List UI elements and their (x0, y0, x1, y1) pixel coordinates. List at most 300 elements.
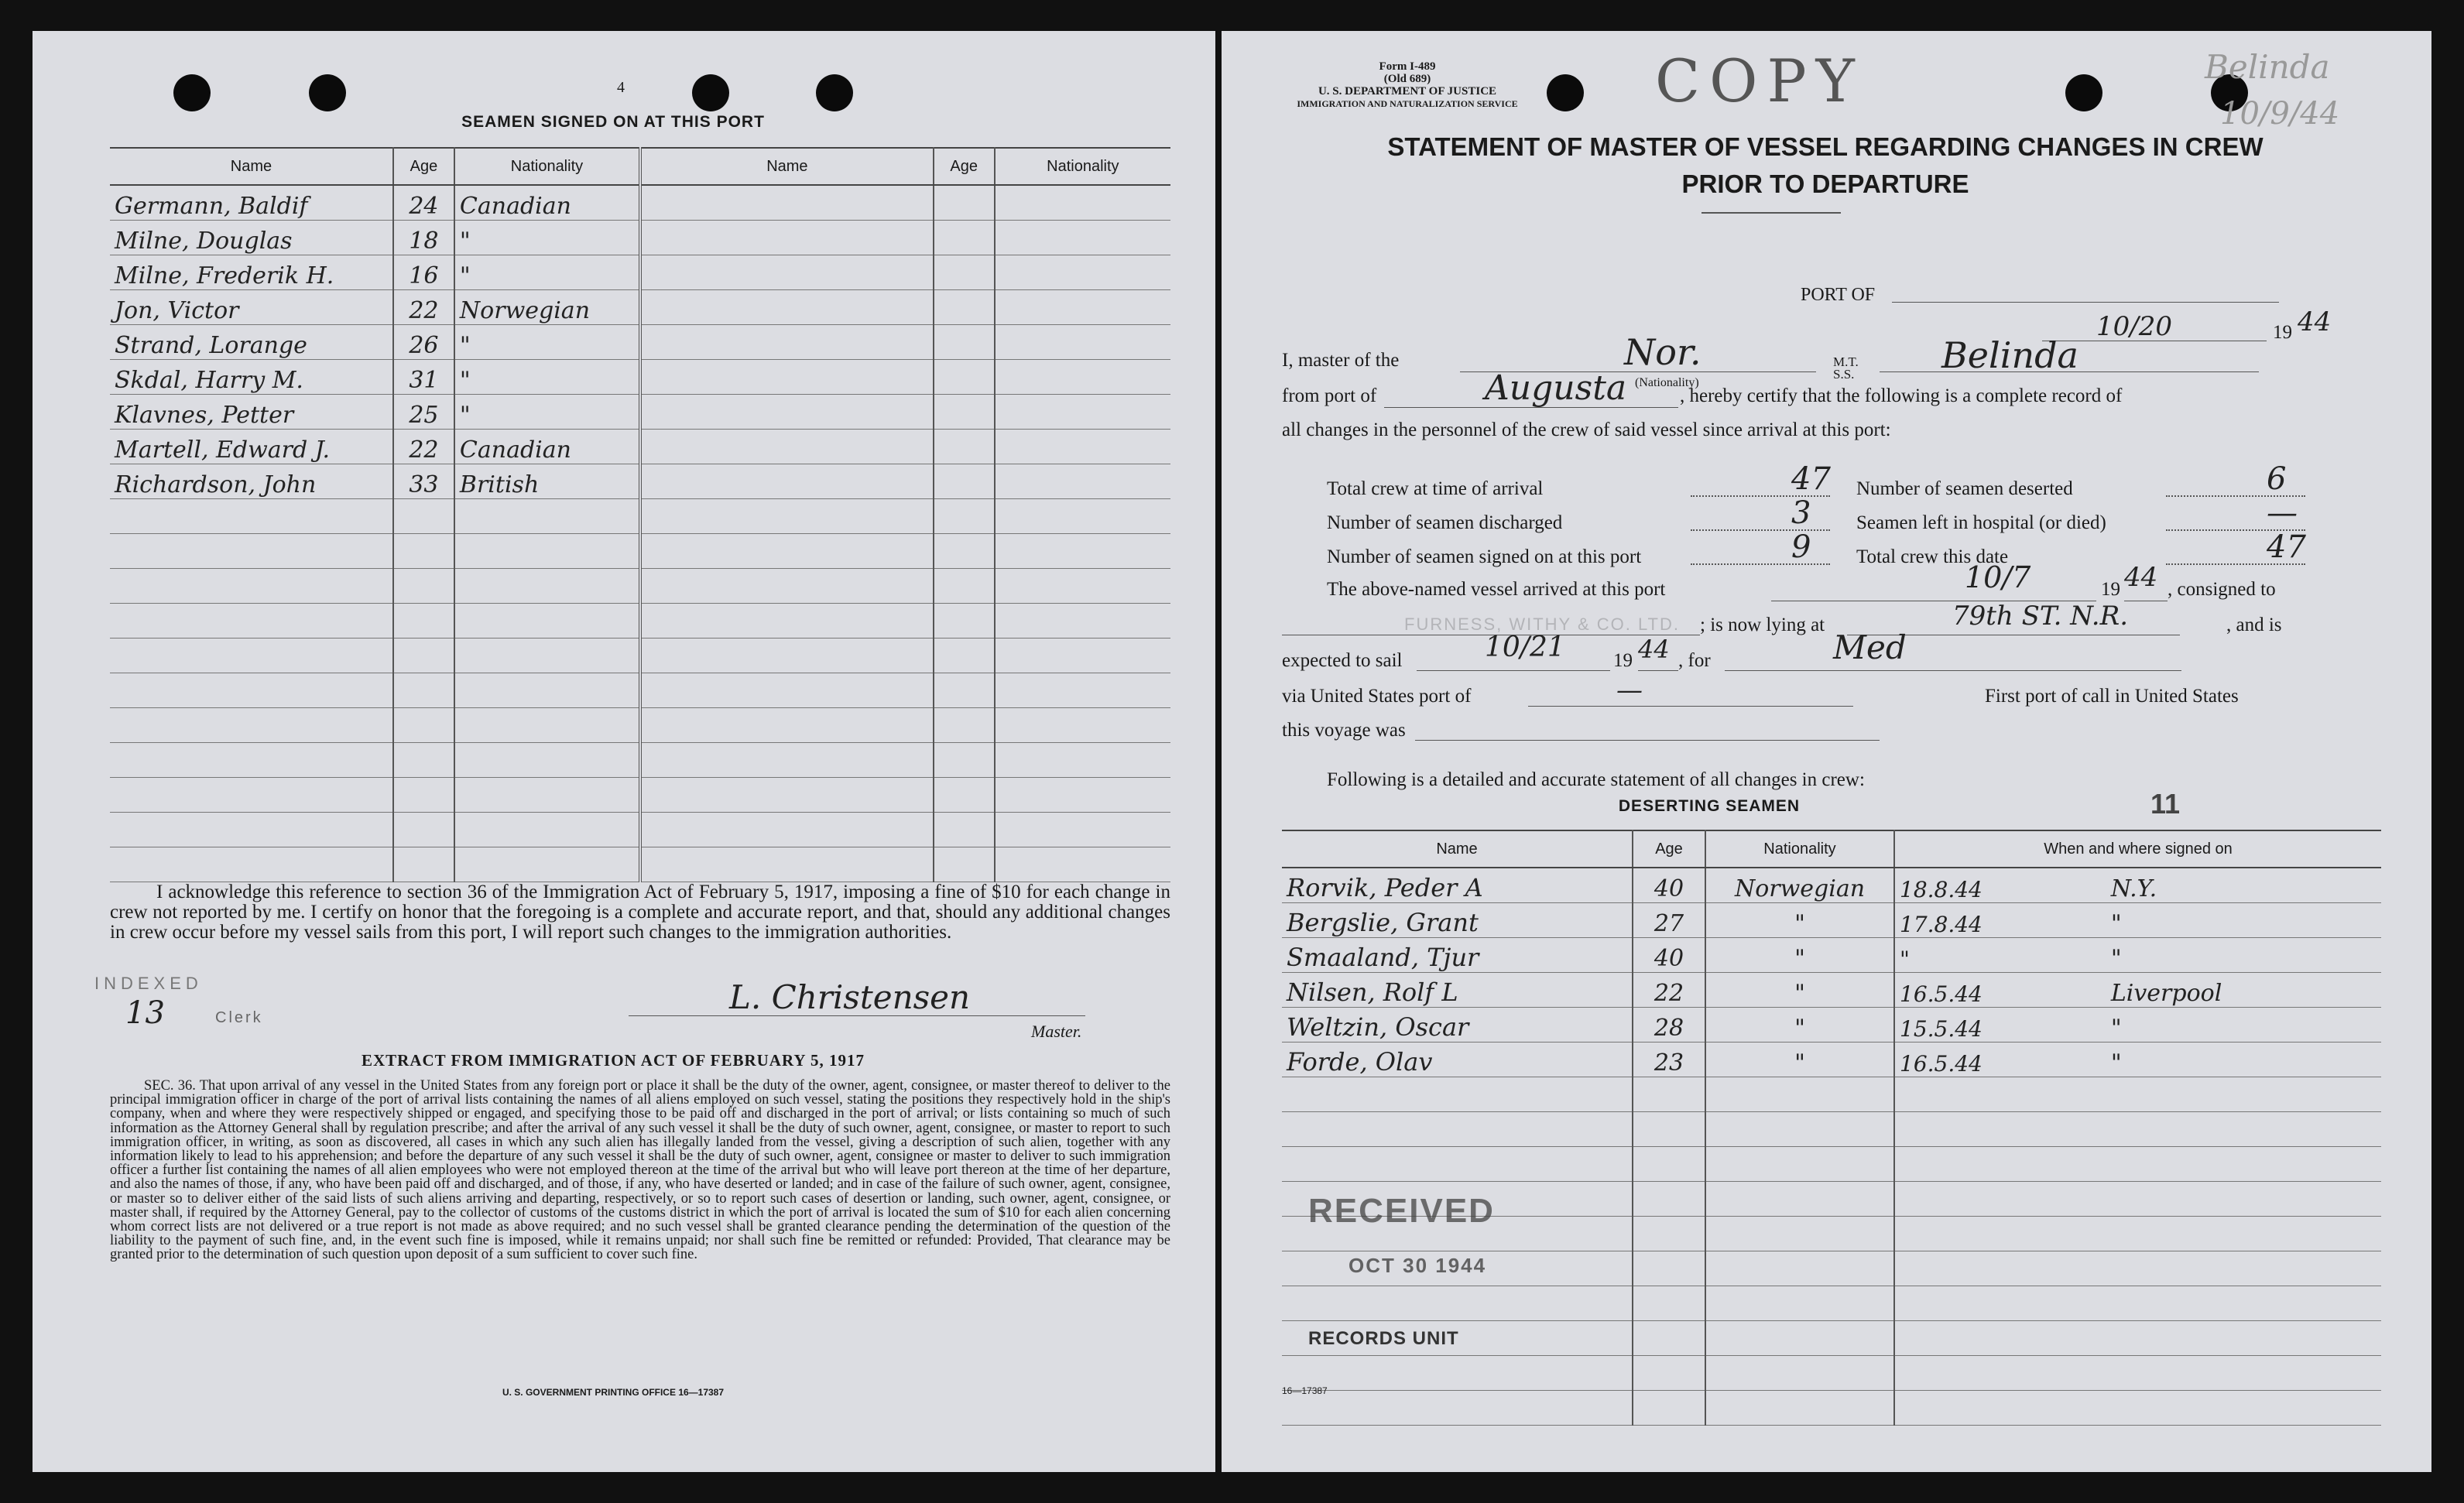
cell-empty (934, 778, 995, 813)
table-row (1282, 1147, 2381, 1182)
cell-nat: British (454, 464, 640, 499)
table-row (110, 847, 1170, 882)
expected-label: expected to sail (1282, 650, 1403, 671)
cell-empty (640, 639, 934, 673)
lying-value: 79th ST. N.R. (1952, 601, 2129, 632)
cell-age: 40 (1633, 868, 1705, 903)
extract-title: EXTRACT FROM IMMIGRATION ACT OF FEBRUARY 5, 1917 (361, 1051, 865, 1070)
cell-where: " (2106, 1043, 2381, 1077)
footer-code: 16—17387 (1282, 1385, 1328, 1396)
expected-year-prefix: 19 (1613, 650, 1633, 671)
stat-value: — (2267, 495, 2298, 531)
cell-age (393, 569, 454, 604)
cell-age (393, 743, 454, 778)
for-value: Med (1833, 628, 1907, 666)
table-row (110, 813, 1170, 847)
column-header: Nationality (1705, 830, 1894, 868)
table-row (110, 290, 1170, 325)
form-number: Form I-489 (1379, 60, 1436, 73)
cell-empty (995, 290, 1170, 325)
stat-label: Number of seamen deserted (1856, 478, 2073, 499)
cell-age: 22 (1633, 973, 1705, 1008)
cell-where: " (2106, 938, 2381, 973)
cell-empty (995, 360, 1170, 395)
arrived-year: 44 (2124, 562, 2158, 593)
stat-label: Number of seamen discharged (1327, 512, 1563, 533)
records-unit-stamp: RECORDS UNIT (1308, 1328, 1459, 1349)
report-date: 10/20 (2096, 311, 2172, 342)
cell-when: 18.8.44 (1894, 868, 2106, 903)
cell-when: 16.5.44 (1894, 1043, 2106, 1077)
cell-empty (995, 569, 1170, 604)
table-row (110, 360, 1170, 395)
table-row (1282, 938, 2381, 973)
vessel-name: Belinda (1941, 334, 2078, 376)
cell-age (1633, 1251, 1705, 1286)
stat-value: 6 (2267, 461, 2287, 497)
punch-hole (816, 74, 853, 111)
cell-nat (1705, 1112, 1894, 1147)
indexed-stamp: INDEXED (94, 974, 203, 993)
cell-when (1894, 1147, 2106, 1182)
cell-nat (454, 499, 640, 534)
cell-name (110, 743, 393, 778)
cell-empty (640, 778, 934, 813)
table-row (1282, 868, 2381, 903)
cell-nat (454, 569, 640, 604)
column-header: Age (934, 148, 995, 185)
cell-empty (934, 360, 995, 395)
master-label: Master. (1031, 1022, 1082, 1041)
cell-nat (454, 743, 640, 778)
cell-name (1282, 1147, 1633, 1182)
cell-empty (640, 221, 934, 255)
cell-empty (934, 185, 995, 221)
cell-nat: Canadian (454, 185, 640, 221)
cell-name (110, 639, 393, 673)
department: U. S. DEPARTMENT OF JUSTICE (1318, 85, 1497, 98)
cell-age: 18 (393, 221, 454, 255)
printing-office: U. S. GOVERNMENT PRINTING OFFICE 16—17387 (502, 1387, 725, 1398)
table-row (1282, 1286, 2381, 1321)
table-row (110, 325, 1170, 360)
cell-where (2106, 1112, 2381, 1147)
cell-empty (995, 464, 1170, 499)
table-row (1282, 1112, 2381, 1147)
cell-empty (995, 185, 1170, 221)
cell-nat: " (1705, 938, 1894, 973)
cell-nat: Norwegian (1705, 868, 1894, 903)
table-row (110, 639, 1170, 673)
cell-nat (1705, 1147, 1894, 1182)
cell-when: 16.5.44 (1894, 973, 2106, 1008)
cell-nat (454, 639, 640, 673)
cell-age (1633, 1112, 1705, 1147)
cell-age: 28 (1633, 1008, 1705, 1043)
cell-empty (640, 847, 934, 882)
nationality-caption: (Nationality) (1635, 376, 1699, 389)
table-row (110, 673, 1170, 708)
cell-empty (995, 255, 1170, 290)
title-line-1: STATEMENT OF MASTER OF VESSEL REGARDING CHANGES IN CREW (1387, 132, 2264, 161)
cell-age (393, 639, 454, 673)
cell-name: Milne, Douglas (110, 221, 393, 255)
cell-empty (995, 639, 1170, 673)
cell-age (393, 708, 454, 743)
for-line (1725, 670, 2181, 671)
from-port-value: Augusta (1485, 368, 1627, 408)
cell-name (110, 499, 393, 534)
cell-name (1282, 1356, 1633, 1391)
cell-empty (934, 395, 995, 430)
cell-nat: " (454, 325, 640, 360)
cell-age (393, 847, 454, 882)
cell-age (1633, 1391, 1705, 1426)
cell-empty (640, 395, 934, 430)
voyage-line (1415, 740, 1880, 741)
column-header: When and where signed on (1894, 830, 2381, 868)
master-signature: L. Christensen (729, 978, 971, 1016)
form-old-number: (Old 689) (1383, 73, 1431, 85)
cell-age (1633, 1286, 1705, 1321)
cell-name (110, 604, 393, 639)
expected-year: 44 (1638, 635, 1670, 664)
cell-age: 31 (393, 360, 454, 395)
cell-where (2106, 1182, 2381, 1217)
punch-hole (692, 74, 729, 111)
stat-label: Total crew at time of arrival (1327, 478, 1544, 499)
cell-age: 22 (393, 290, 454, 325)
stat-value: 47 (1791, 461, 1831, 497)
cell-name: Klavnes, Petter (110, 395, 393, 430)
following-text: Following is a detailed and accurate statement of all changes in crew: (1327, 769, 1865, 790)
cell-age (1633, 1321, 1705, 1356)
column-header: Name (110, 148, 393, 185)
cell-empty (640, 290, 934, 325)
cell-name: Strand, Lorange (110, 325, 393, 360)
cell-when (1894, 1356, 2106, 1391)
received-date-stamp: OCT 30 1944 (1349, 1254, 1487, 1277)
cell-age (393, 604, 454, 639)
cell-empty (934, 255, 995, 290)
cell-nat (1705, 1077, 1894, 1112)
cell-age: 24 (393, 185, 454, 221)
cell-empty (640, 255, 934, 290)
right-page (1222, 31, 2431, 1472)
table-row (110, 221, 1170, 255)
column-header: Name (640, 148, 934, 185)
table-row (1282, 973, 2381, 1008)
table-row (110, 255, 1170, 290)
cell-when (1894, 1321, 2106, 1356)
clerk-label: Clerk (215, 1009, 263, 1026)
cell-empty (640, 464, 934, 499)
cell-age (1633, 1182, 1705, 1217)
form-title (1253, 128, 2398, 203)
cell-nat (454, 673, 640, 708)
cell-name: Weltzin, Oscar (1282, 1008, 1633, 1043)
table-row (1282, 1077, 2381, 1112)
corner-date: 10/9/44 (2220, 96, 2340, 132)
consignee: FURNESS, WITHY & CO. LTD. (1404, 615, 1680, 634)
cell-age: 25 (393, 395, 454, 430)
acknowledgement-text: I acknowledge this reference to section 36 of the Immigration Act of February 5, 1917, imposing a fine of $10 for each change in crew not reported by me. I certify on honor that the foregoing is a complete and accurate report, and that, should any additional changes in crew occur before my vessel sails from this port, I will report such changes to the immigration authorities. (110, 882, 1170, 943)
table-row (110, 743, 1170, 778)
stat-value: 3 (1791, 495, 1811, 531)
column-header: Age (1633, 830, 1705, 868)
deserting-count: 11 (2150, 788, 2181, 820)
cell-nat (454, 708, 640, 743)
cell-when (1894, 1217, 2106, 1251)
cell-age: 33 (393, 464, 454, 499)
cell-empty (995, 221, 1170, 255)
cell-nat (1705, 1391, 1894, 1426)
cell-name (1282, 1077, 1633, 1112)
cell-age: 26 (393, 325, 454, 360)
cell-where (2106, 1391, 2381, 1426)
cell-empty (640, 708, 934, 743)
cell-nat: Norwegian (454, 290, 640, 325)
arrived-year-prefix: 19 (2101, 579, 2120, 600)
cell-empty (995, 847, 1170, 882)
corner-note: Belinda (2205, 48, 2330, 86)
service: IMMIGRATION AND NATURALIZATION SERVICE (1297, 98, 1518, 109)
master-prefix: I, master of the (1282, 350, 1400, 371)
cell-empty (995, 325, 1170, 360)
via-label: via United States port of (1282, 686, 1472, 707)
cell-when (1894, 1251, 2106, 1286)
table-row (110, 604, 1170, 639)
copy-stamp: COPY (1655, 46, 1864, 115)
received-stamp: RECEIVED (1308, 1192, 1495, 1230)
deserting-heading: DESERTING SEAMEN (1618, 797, 1801, 815)
title-rule (1701, 212, 1841, 214)
cell-name: Richardson, John (110, 464, 393, 499)
voyage-label: this voyage was (1282, 720, 1406, 741)
cell-age: 27 (1633, 903, 1705, 938)
cell-nat: " (1705, 1008, 1894, 1043)
cell-name (110, 778, 393, 813)
cell-where: " (2106, 1008, 2381, 1043)
cell-empty (640, 743, 934, 778)
cell-name (110, 847, 393, 882)
cell-name: Nilsen, Rolf L (1282, 973, 1633, 1008)
cell-when (1894, 1182, 2106, 1217)
cell-nat (1705, 1286, 1894, 1321)
cell-empty (995, 534, 1170, 569)
cell-empty (995, 604, 1170, 639)
cell-when: 15.5.44 (1894, 1008, 2106, 1043)
cell-nat: " (1705, 973, 1894, 1008)
certify-text: , hereby certify that the following is a complete record of (1680, 385, 2123, 406)
cell-nat (454, 534, 640, 569)
cell-nat (1705, 1182, 1894, 1217)
signature-line (629, 1015, 1085, 1016)
cell-empty (640, 430, 934, 464)
table-row (110, 534, 1170, 569)
cell-age (393, 673, 454, 708)
via-value: — (1616, 675, 1643, 706)
cell-where (2106, 1077, 2381, 1112)
cell-empty (995, 395, 1170, 430)
cell-empty (640, 325, 934, 360)
column-header: Nationality (454, 148, 640, 185)
cell-name: Forde, Olav (1282, 1043, 1633, 1077)
cell-empty (934, 325, 995, 360)
vessel-type: M.T. S.S. (1833, 354, 1859, 382)
cell-where: " (2106, 903, 2381, 938)
port-line (1892, 302, 2279, 303)
cell-when (1894, 1286, 2106, 1321)
cell-name: Bergslie, Grant (1282, 903, 1633, 938)
lying-label: ; is now lying at (1700, 615, 1825, 635)
cell-nat (1705, 1217, 1894, 1251)
table-row (1282, 1043, 2381, 1077)
cell-empty (934, 743, 995, 778)
cell-empty (640, 673, 934, 708)
port-label: PORT OF (1801, 285, 1876, 305)
cell-empty (934, 464, 995, 499)
cell-name (1282, 1112, 1633, 1147)
arrived-date: 10/7 (1965, 560, 2031, 594)
table-row (110, 395, 1170, 430)
punch-hole (309, 74, 346, 111)
signed-on-table (110, 147, 1170, 882)
cell-where: N.Y. (2106, 868, 2381, 903)
cell-nat: " (454, 255, 640, 290)
cell-age (1633, 1356, 1705, 1391)
cell-age (1633, 1147, 1705, 1182)
cell-where: Liverpool (2106, 973, 2381, 1008)
table-row (110, 499, 1170, 534)
and-is-label: , and is (2226, 615, 2282, 635)
cell-nat: " (454, 395, 640, 430)
expected-date: 10/21 (1485, 632, 1565, 663)
cell-empty (995, 778, 1170, 813)
changes-text: all changes in the personnel of the crew of said vessel since arrival at this port: (1282, 419, 1891, 440)
cell-age: 23 (1633, 1043, 1705, 1077)
cell-where (2106, 1321, 2381, 1356)
cell-name: Rorvik, Peder A (1282, 868, 1633, 903)
consigned-label: , consigned to (2168, 579, 2276, 600)
cell-nat (454, 778, 640, 813)
title-line-2: PRIOR TO DEPARTURE (1681, 169, 1969, 198)
cell-nat: Canadian (454, 430, 640, 464)
column-header: Name (1282, 830, 1633, 868)
cell-empty (640, 499, 934, 534)
form-header (1253, 60, 1562, 110)
from-port-label: from port of (1282, 385, 1377, 406)
stat-label: Total crew this date (1856, 546, 2009, 567)
year-prefix: 19 (2273, 322, 2292, 343)
expected-year-line (1638, 670, 1678, 671)
cell-empty (934, 499, 995, 534)
cell-age (1633, 1077, 1705, 1112)
cell-where (2106, 1286, 2381, 1321)
cell-empty (640, 604, 934, 639)
cell-name: Smaaland, Tjur (1282, 938, 1633, 973)
cell-nat (454, 813, 640, 847)
table-row (1282, 1008, 2381, 1043)
cell-nat: " (454, 221, 640, 255)
cell-where (2106, 1147, 2381, 1182)
cell-empty (995, 813, 1170, 847)
cell-age: 40 (1633, 938, 1705, 973)
table-row (110, 185, 1170, 221)
cell-empty (640, 569, 934, 604)
table-row (110, 778, 1170, 813)
left-page (33, 31, 1215, 1472)
cell-empty (640, 185, 934, 221)
cell-empty (640, 360, 934, 395)
cell-name (110, 569, 393, 604)
column-header: Age (393, 148, 454, 185)
cell-age (393, 499, 454, 534)
cell-nat (1705, 1356, 1894, 1391)
table-row (110, 569, 1170, 604)
indexed-number: 13 (125, 995, 165, 1031)
cell-name: Skdal, Harry M. (110, 360, 393, 395)
cell-name: Martell, Edward J. (110, 430, 393, 464)
cell-where (2106, 1251, 2381, 1286)
cell-empty (934, 569, 995, 604)
first-port-label: First port of call in United States (1985, 686, 2239, 707)
cell-empty (934, 673, 995, 708)
cell-empty (934, 708, 995, 743)
cell-when (1894, 1391, 2106, 1426)
cell-nat: " (1705, 1043, 1894, 1077)
column-header: Nationality (995, 148, 1170, 185)
page-number: 4 (617, 79, 625, 96)
table-row (110, 464, 1170, 499)
stat-label: Seamen left in hospital (or died) (1856, 512, 2106, 533)
cell-empty (995, 673, 1170, 708)
cell-empty (934, 639, 995, 673)
cell-age: 22 (393, 430, 454, 464)
cell-empty (640, 813, 934, 847)
stat-value: 47 (2267, 529, 2306, 565)
cell-empty (934, 604, 995, 639)
table-row (110, 708, 1170, 743)
cell-when (1894, 1077, 2106, 1112)
cell-when: " (1894, 938, 2106, 973)
cell-where (2106, 1217, 2381, 1251)
cell-nat: " (1705, 903, 1894, 938)
cell-empty (934, 221, 995, 255)
cell-empty (934, 534, 995, 569)
cell-where (2106, 1356, 2381, 1391)
nationality-value: Nor. (1624, 331, 1701, 373)
cell-empty (995, 743, 1170, 778)
cell-age (393, 534, 454, 569)
via-line (1528, 706, 1853, 707)
cell-empty (995, 430, 1170, 464)
stat-value: 9 (1791, 529, 1811, 565)
table-row (1282, 1391, 2381, 1426)
stat-label: Number of seamen signed on at this port (1327, 546, 1642, 567)
punch-hole (173, 74, 211, 111)
cell-nat (1705, 1321, 1894, 1356)
cell-when: 17.8.44 (1894, 903, 2106, 938)
table-row (110, 430, 1170, 464)
cell-empty (640, 534, 934, 569)
cell-name: Germann, Baldif (110, 185, 393, 221)
cell-nat: " (454, 360, 640, 395)
punch-hole (2065, 74, 2102, 111)
cell-empty (934, 290, 995, 325)
cell-name (1282, 1286, 1633, 1321)
cell-age (393, 813, 454, 847)
